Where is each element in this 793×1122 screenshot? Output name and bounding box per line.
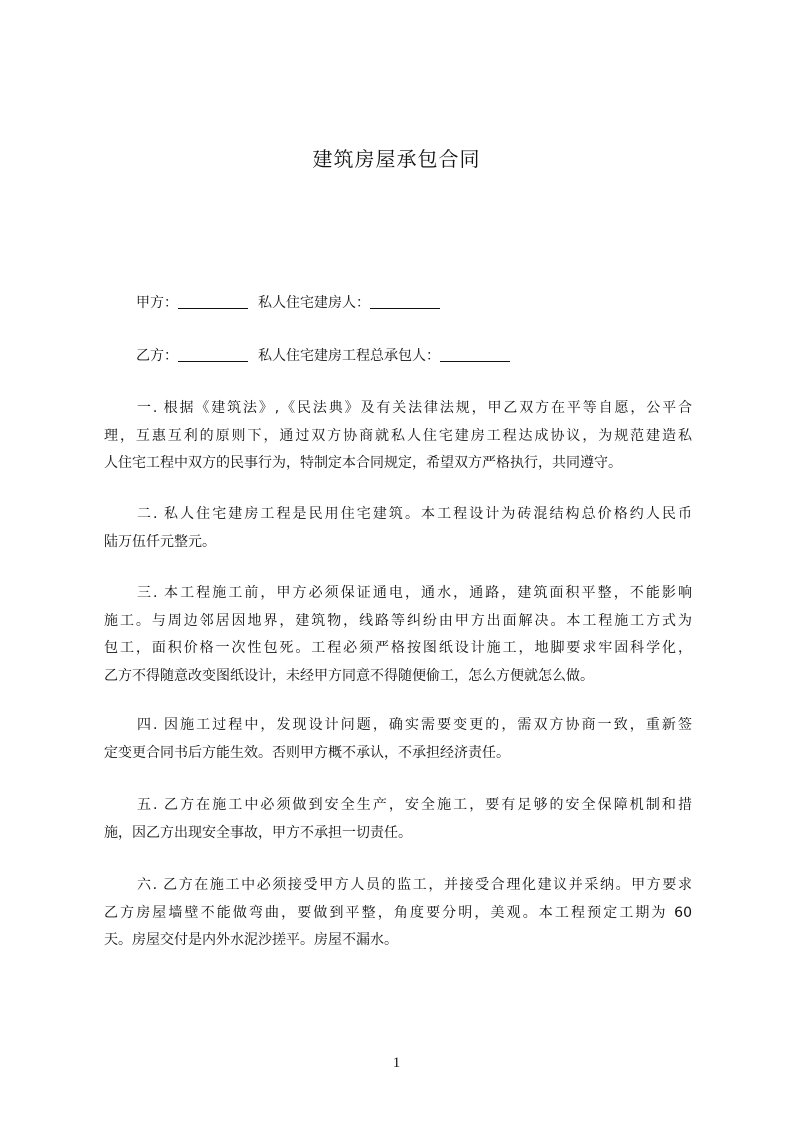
clause-line: 乙方不得随意改变图纸设计，未经甲方同意不得随便偷工，怎么方便就怎么做。 [104,667,594,684]
party-a-role-blank [370,296,440,309]
clause-line: 天。房屋交付是内外水泥沙搓平。房屋不漏水。 [104,932,398,948]
party-b-label: 乙方： [136,348,178,364]
clause-line: 施，因乙方出现安全事故，甲方不承担一切责任。 [104,824,412,841]
clause-line: 三. 本工程施工前，甲方必须保证通电，通水，通路，建筑面积平整，不能影响 [137,585,692,601]
clause-6 [104,872,692,955]
party-b-role-blank [440,349,510,362]
clause-line: 一. 根据《建筑法》,《民法典》及有关法律法规，甲乙双方在平等自愿，公平合 [137,400,692,416]
clause-2 [104,501,692,556]
clause-4 [104,712,692,767]
clause-1 [104,395,692,478]
page-number: 1 [392,1055,401,1071]
clause-5 [104,792,692,847]
clause-line: 六. 乙方在施工中必须接受甲方人员的监工，并接受合理化建议并采纳。甲方要求 [137,877,692,893]
party-b-blank [178,349,248,362]
clause-line: 人住宅工程中双方的民事行为，特制定本合同规定，希望双方严格执行，共同遵守。 [104,455,622,471]
clause-line: 五. 乙方在施工中必须做到安全生产，安全施工，要有足够的安全保障机制和措 [137,797,692,813]
party-b-line [136,345,516,365]
clause-line: 理，互惠互利的原则下，通过双方协商就私人住宅建房工程达成协议，为规范建造私 [104,427,692,444]
party-b-role-label: 私人住宅建房工程总承包人： [258,348,440,364]
party-a-label: 甲方： [136,295,178,311]
party-a-blank [178,296,248,309]
party-a-role-label: 私人住宅建房人： [258,295,370,311]
clause-3 [104,580,692,690]
clause-line: 乙方房屋墙壁不能做弯曲，要做到平整，角度要分明，美观。本工程预定工期为 60 [104,904,692,921]
clause-line: 定变更合同书后方能生效。否则甲方概不承认，不承担经济责任。 [104,744,510,761]
clause-line: 四. 因施工过程中，发现设计问题，确实需要变更的，需双方协商一致，重新签 [137,717,692,733]
party-a-line [136,292,446,312]
page-title: 建筑房屋承包合同 [312,147,481,171]
clause-line: 二. 私人住宅建房工程是民用住宅建筑。本工程设计为砖混结构总价格约人民币 [137,506,692,522]
clause-line: 包工，面积价格一次性包死。工程必须严格按图纸设计施工，地脚要求牢固科学化， [104,640,692,656]
clause-line: 施工。与周边邻居因地界，建筑物，线路等纠纷由甲方出面解决。本工程施工方式为 [104,612,692,629]
clause-line: 陆万伍仟元整元。 [104,533,216,550]
